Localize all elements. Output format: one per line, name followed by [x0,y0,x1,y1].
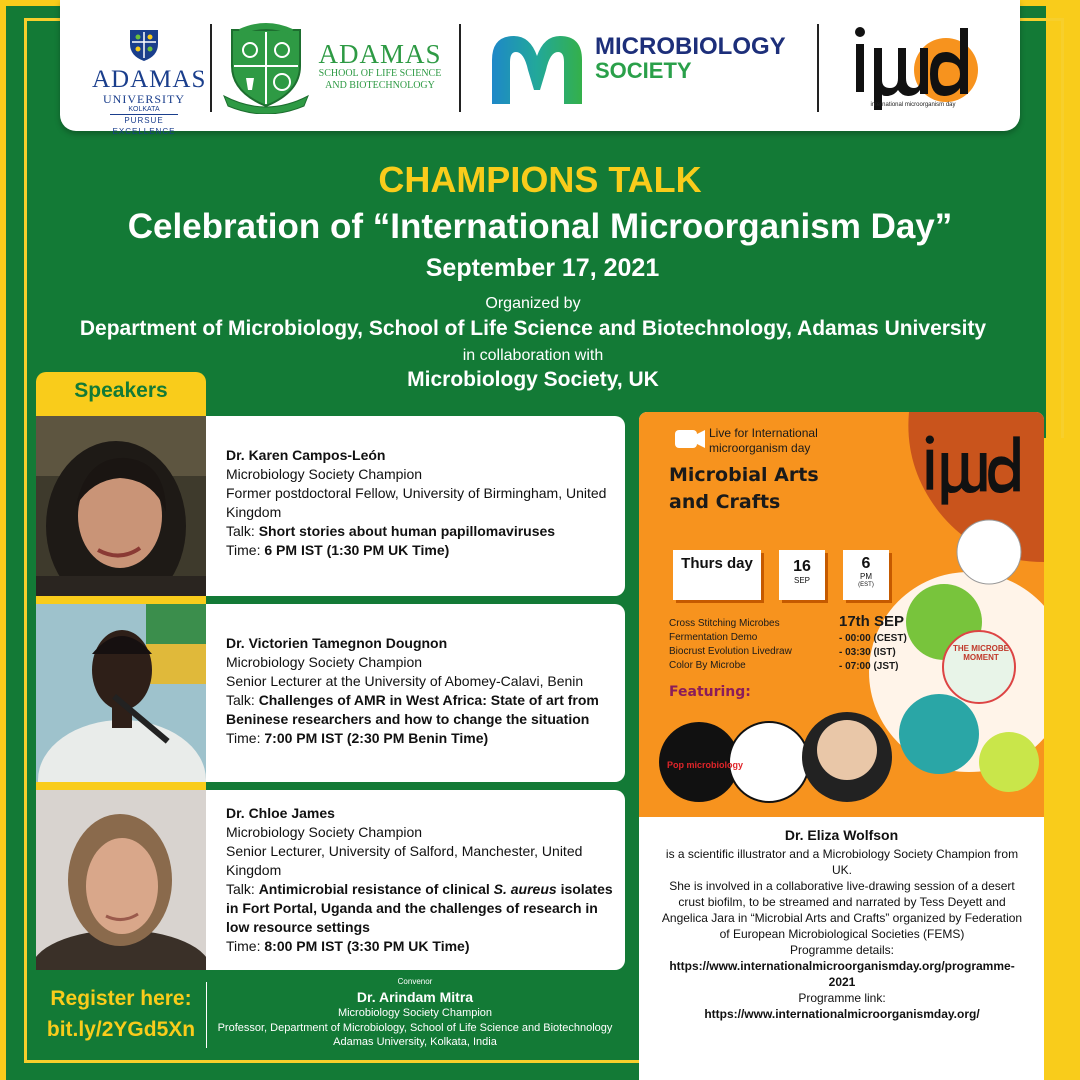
programme-link[interactable]: https://www.internationalmicroorganismday.org/ [704,1007,980,1021]
talk-label: Talk: [226,523,259,539]
poster-day-box: Thurs day [673,550,761,600]
talk-title-part: isolates in Fort Portal, Uganda and the challenges of research in low resource settings [226,881,613,935]
organizer-department: Department of Microbiology, School of Life Science and Biotechnology, Adamas University [79,317,987,340]
speaker-talk [226,691,616,729]
event-title: CHAMPIONS TALK [378,159,702,200]
talk-title-part: Antimicrobial resistance of clinical [258,881,494,897]
talk-label: Talk: [226,881,259,897]
speaker-name: Dr. Karen Campos-León [226,447,386,463]
poster-live-text: Live for International microorganism day [709,426,818,455]
sls-logo-text [310,40,450,92]
talk-title: Short stories about human papillomaviruses [258,523,556,539]
featured-bio [661,846,1023,1022]
speaker-card-1 [36,416,625,596]
programme-details-link[interactable]: https://www.internationalmicroorganismday.org/programme-2021 [669,959,1015,989]
collab-society: Microbiology Society, UK [407,368,659,391]
sls-name: ADAMAS [318,39,442,69]
adamas-name: ADAMAS [92,66,207,93]
speaker-card-2 [36,604,625,782]
ms-line1: MICROBIOLOGY [595,33,786,60]
speaker-name: Dr. Victorien Tamegnon Dougnon [226,635,448,651]
convenor-label: Convenor [397,977,433,986]
poster-time: - 07:00 (JST) [839,661,899,672]
speaker-role: Microbiology Society Champion [226,654,423,670]
poster-date-box [779,550,825,600]
event-poster [639,412,1044,817]
collab-label: in collaboration with [462,347,604,364]
time-label: Time: [226,542,265,558]
sls-crest-icon [222,22,310,114]
register-link[interactable]: bit.ly/2YGd5Xn [46,1018,196,1041]
poster-activities [669,617,819,673]
talk-title-organism: S. aureus [493,881,557,897]
poster-time: - 03:30 (IST) [839,647,896,658]
speaker-photo [36,604,206,782]
event-date: September 17, 2021 [425,254,660,282]
convenor-address: Adamas University, Kolkata, India [333,1036,497,1048]
speaker-position: Senior Lecturer at the University of Abomey-Calavi, Benin [226,673,584,689]
divider [206,982,207,1048]
talk-title [226,881,613,935]
poster-featuring: Featuring: [669,684,751,700]
poster-badge-moment: THE MICROBE MOMENT [953,644,1009,662]
microbiology-society-icon [488,30,586,108]
crest-icon [127,24,161,62]
event-subtitle: Celebration of “International Microorganism Day” [127,207,953,246]
convenor-name: Dr. Arindam Mitra [356,989,474,1005]
divider [210,24,212,112]
speaker-talk [226,522,616,541]
speaker-time [226,729,616,748]
speaker-role: Microbiology Society Champion [226,466,423,482]
imd-logo-icon [848,18,978,114]
ms-line2: SOCIETY [595,58,692,83]
speaker-info [226,804,616,956]
programme-details-label: Programme details: [789,943,895,957]
speaker-card-3 [36,790,625,970]
poster-date-num: 16 [793,558,811,575]
poster-time-box [843,550,889,600]
speaker-info [226,634,616,748]
poster-activity: Cross Stitching Microbes [669,618,780,629]
speaker-photo [36,416,206,596]
poster-title: Microbial Arts and Crafts [669,464,819,513]
adamas-university-logo [92,24,207,137]
poster-time-zone: (EST) [858,582,874,588]
poster-second-date: 17th SEP [839,613,905,630]
poster-time-num: 6 [861,555,871,572]
sls-sub: SCHOOL OF LIFE SCIENCE AND BIOTECHNOLOGY [318,68,442,91]
poster-time-ampm: PM [860,572,872,581]
decor-line [24,1060,644,1063]
speaker-time [226,937,616,956]
talk-label: Talk: [226,692,259,708]
poster-imd-icon [909,428,1039,508]
time-value: 7:00 PM IST (2:30 PM Benin Time) [264,730,489,746]
speaker-talk [226,880,616,937]
poster-badge-pop: Pop microbiology [666,760,743,770]
programme-link-label: Programme link: [798,991,886,1005]
register-label: Register here: [50,987,192,1010]
speaker-time [226,541,616,560]
featured-panel [639,412,1044,1080]
adamas-sub: UNIVERSITY [103,92,185,106]
microbiology-society-text [595,34,786,82]
talk-title: Challenges of AMR in West Africa: State of art from Beninese researchers and how to change the situation [226,692,599,727]
speaker-position: Senior Lecturer, University of Salford, Manchester, United Kingdom [226,843,583,878]
time-label: Time: [226,730,265,746]
speaker-info [226,446,616,560]
organized-by-label: Organized by [485,295,581,312]
convenor-department: Professor, Department of Microbiology, School of Life Science and Biotechnology [217,1022,613,1034]
divider [817,24,819,112]
featured-bio-line: She is involved in a collaborative live-drawing session of a desert crust biofilm, to be streamed and narrated by Tess Deyett and Angelica Jara in “Microbial Arts and Crafts” organized by Federation of European Microbiological Societies (FEMS) [661,879,1023,941]
poster-date-mon: SEP [793,576,810,585]
featured-bio-line: is a scientific illustrator and a Microbiology Society Champion from UK. [665,847,1019,877]
time-value: 6 PM IST (1:30 PM UK Time) [264,542,450,558]
speakers-tab: Speakers [36,372,206,416]
time-label: Time: [226,938,265,954]
decor-band [1044,438,1080,1080]
speaker-position: Former postdoctoral Fellow, University of Birmingham, United Kingdom [226,485,607,520]
adamas-motto: PURSUE EXCELLENCE [112,116,176,136]
logo-bar [60,0,1020,136]
adamas-city: KOLKATA [110,105,178,115]
imd-caption: international microorganism day [870,102,956,108]
poster-time: - 00:00 (CEST) [839,633,907,644]
time-value: 8:00 PM IST (3:30 PM UK Time) [264,938,470,954]
poster-activity: Biocrust Evolution Livedraw [669,646,792,657]
poster-activity: Fermentation Demo [669,632,758,643]
speaker-name: Dr. Chloe James [226,805,335,821]
speaker-photo [36,790,206,970]
featured-name: Dr. Eliza Wolfson [784,827,899,843]
divider [459,24,461,112]
poster-times [839,632,939,674]
speaker-role: Microbiology Society Champion [226,824,423,840]
poster-activity: Color By Microbe [669,660,746,671]
convenor-role: Microbiology Society Champion [337,1007,493,1019]
